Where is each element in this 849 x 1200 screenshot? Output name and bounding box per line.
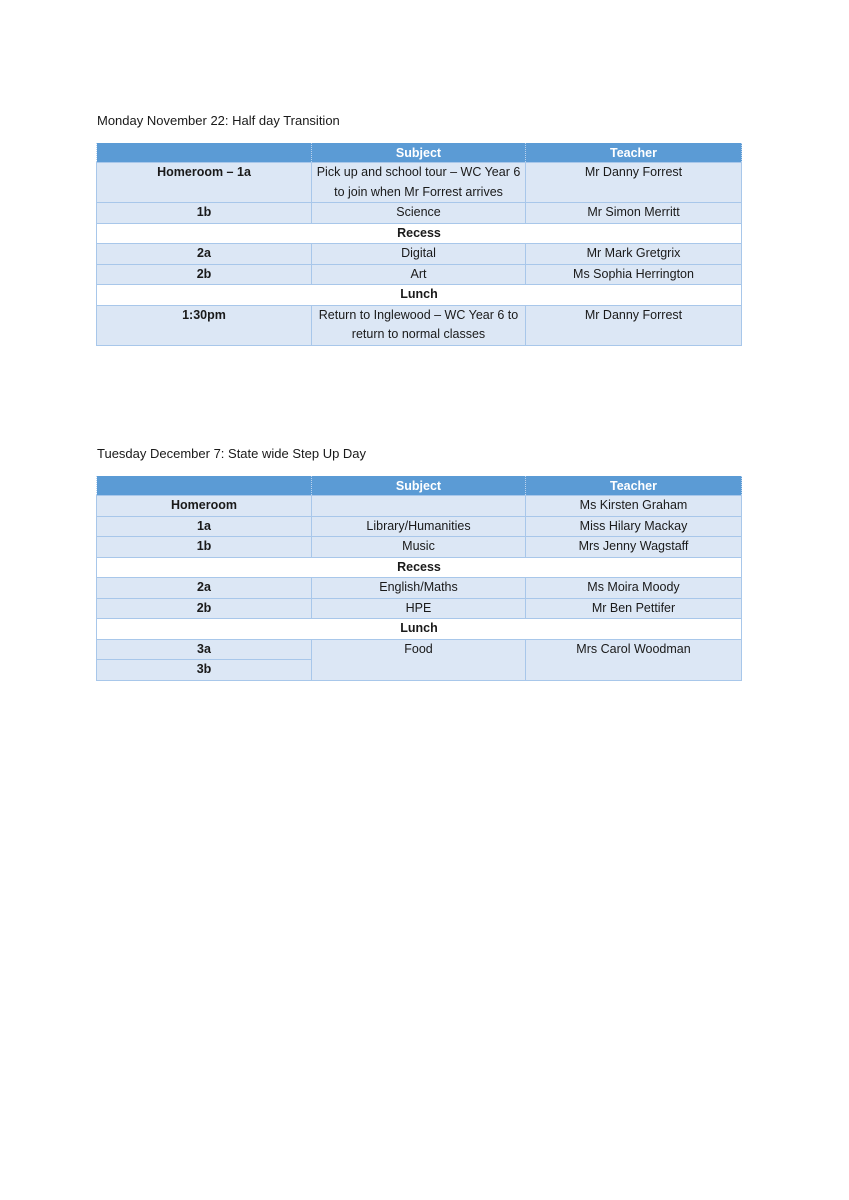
period-cell: 3b bbox=[97, 660, 312, 681]
table-row bbox=[97, 244, 742, 265]
period-cell: 1b bbox=[97, 537, 312, 558]
period-cell: 1a bbox=[97, 516, 312, 537]
teacher-cell: Mr Simon Merritt bbox=[526, 203, 742, 224]
table-row bbox=[97, 639, 742, 660]
table-row bbox=[97, 516, 742, 537]
period-cell: 2b bbox=[97, 264, 312, 285]
table-header-row bbox=[97, 476, 742, 496]
teacher-cell: Mr Mark Gretgrix bbox=[526, 244, 742, 265]
monday-title: Monday November 22: Half day Transition bbox=[97, 113, 340, 128]
table-row bbox=[97, 203, 742, 224]
period-cell: 2b bbox=[97, 598, 312, 619]
subject-cell: Return to Inglewood – WC Year 6 to return to normal classes bbox=[312, 305, 526, 345]
period-cell: 2a bbox=[97, 578, 312, 599]
subject-cell: Art bbox=[312, 264, 526, 285]
teacher-cell: Mrs Carol Woodman bbox=[526, 639, 742, 680]
subject-cell: Pick up and school tour – WC Year 6 to join when Mr Forrest arrives bbox=[312, 163, 526, 203]
teacher-cell: Ms Moira Moody bbox=[526, 578, 742, 599]
table-row bbox=[97, 537, 742, 558]
lunch-label: Lunch bbox=[97, 619, 742, 640]
period-cell: 3a bbox=[97, 639, 312, 660]
table-row bbox=[97, 598, 742, 619]
lunch-label: Lunch bbox=[97, 285, 742, 306]
period-header bbox=[97, 476, 312, 496]
tuesday-schedule-table bbox=[96, 476, 742, 681]
monday-schedule-table bbox=[96, 143, 742, 346]
table-row bbox=[97, 264, 742, 285]
subject-cell: Music bbox=[312, 537, 526, 558]
table-row bbox=[97, 496, 742, 517]
period-cell: Homeroom – 1a bbox=[97, 163, 312, 203]
period-cell: Homeroom bbox=[97, 496, 312, 517]
subject-cell: Science bbox=[312, 203, 526, 224]
teacher-cell: Ms Sophia Herrington bbox=[526, 264, 742, 285]
break-row bbox=[97, 285, 742, 306]
teacher-header: Teacher bbox=[526, 476, 742, 496]
table-row bbox=[97, 305, 742, 345]
period-cell: 2a bbox=[97, 244, 312, 265]
period-cell: 1b bbox=[97, 203, 312, 224]
break-row bbox=[97, 223, 742, 244]
subject-header: Subject bbox=[312, 143, 526, 163]
period-header bbox=[97, 143, 312, 163]
table-header-row bbox=[97, 143, 742, 163]
period-cell: 1:30pm bbox=[97, 305, 312, 345]
subject-cell: English/Maths bbox=[312, 578, 526, 599]
subject-cell: Library/Humanities bbox=[312, 516, 526, 537]
break-row bbox=[97, 557, 742, 578]
teacher-cell: Mr Ben Pettifer bbox=[526, 598, 742, 619]
table-row bbox=[97, 163, 742, 203]
teacher-cell: Miss Hilary Mackay bbox=[526, 516, 742, 537]
tuesday-title: Tuesday December 7: State wide Step Up Day bbox=[97, 446, 367, 461]
teacher-cell: Ms Kirsten Graham bbox=[526, 496, 742, 517]
recess-label: Recess bbox=[97, 557, 742, 578]
subject-cell: HPE bbox=[312, 598, 526, 619]
subject-cell: Digital bbox=[312, 244, 526, 265]
break-row bbox=[97, 619, 742, 640]
subject-cell: Food bbox=[312, 639, 526, 680]
recess-label: Recess bbox=[97, 223, 742, 244]
teacher-cell: Mr Danny Forrest bbox=[526, 305, 742, 345]
table-row bbox=[97, 578, 742, 599]
teacher-header: Teacher bbox=[526, 143, 742, 163]
teacher-cell: Mrs Jenny Wagstaff bbox=[526, 537, 742, 558]
teacher-cell: Mr Danny Forrest bbox=[526, 163, 742, 203]
subject-cell bbox=[312, 496, 526, 517]
subject-header: Subject bbox=[312, 476, 526, 496]
